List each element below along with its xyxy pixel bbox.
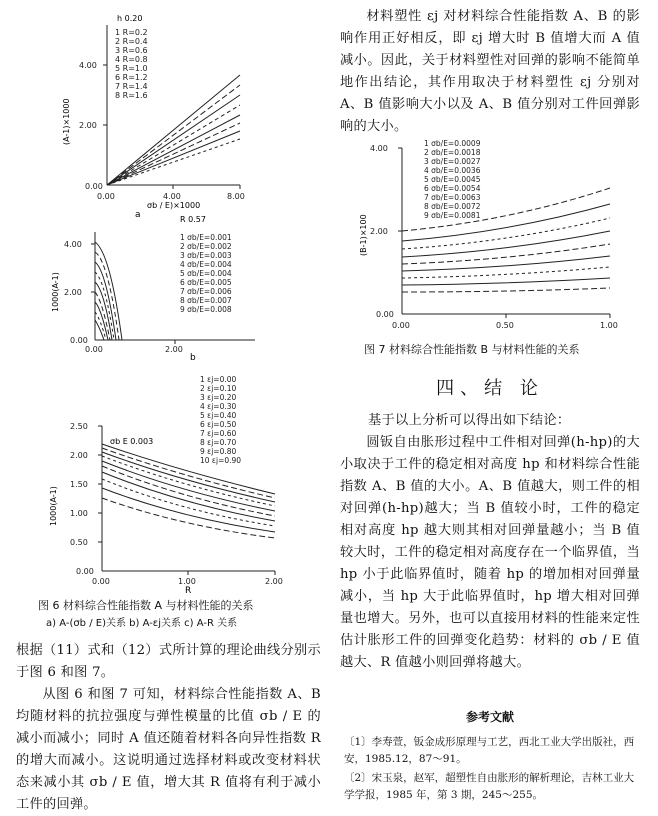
fig6a-legend-item: 3 R=0.6	[115, 46, 148, 55]
fig6b-legend-item: 6 σb/E=0.005	[180, 278, 232, 287]
fig7-legend-item: 9 σb/E=0.0081	[424, 211, 481, 220]
fig6a-xlabel: σb / E)×1000	[147, 201, 201, 210]
fig6b-legend-item: 9 σb/E=0.008	[180, 305, 232, 314]
fig6c-ytick: 2.00	[70, 451, 88, 460]
fig6a-xtick: 0.00	[97, 192, 115, 201]
fig6c-ytick: 1.50	[70, 480, 88, 489]
fig7-legend-item: 2 σb/E=0.0018	[424, 148, 481, 157]
fig6a-xtick: 4.00	[163, 192, 181, 201]
fig7-xtick: 1.00	[600, 321, 618, 330]
body-paragraph: 材料塑性 εj 对材料综合性能指数 A、B 的影响作用正好相反，即 εj 增大时 B 值增大而 A 值减小。因此，关于材料塑性对回弹的影响不能简单地作出结论，其作用取决于材料塑性 εj 分别对 A、B 值影响大小以及 A、B 值分别对工件回弹影响的大小。	[340, 9, 640, 134]
fig6c-annotation: σb E 0.003	[110, 437, 154, 446]
fig7-legend-item: 6 σb/E=0.0054	[424, 184, 481, 193]
fig6a-ytick: 4.00	[79, 61, 97, 70]
fig6a-legend-item: 8 R=1.6	[115, 91, 148, 100]
fig7-ytick: 2.00	[370, 227, 388, 236]
fig6c-xtick: 0.00	[92, 577, 110, 586]
figure-6-subcaption: a) A-(σb / E)关系 b) A-εj关系 c) A-R 关系	[46, 618, 238, 629]
fig6c-ytick: 0.50	[70, 538, 88, 547]
fig7-legend-item: 7 σb/E=0.0063	[424, 193, 481, 202]
body-paragraph: 根据（11）式和（12）式所计算的理论曲线分别示于图 6 和图 7。	[16, 643, 321, 680]
fig6b-ylabel: 1000(A-1)	[51, 272, 60, 312]
fig6c-legend-item: 5 εj=0.40	[200, 411, 237, 420]
fig6c-legend-item: 9 εj=0.80	[200, 447, 237, 456]
fig6a-legend-item: 5 R=1.0	[115, 64, 148, 73]
fig7-xtick: 0.50	[496, 321, 514, 330]
fig7-ytick: 0.00	[376, 310, 394, 319]
fig6a-ylabel: (A-1)×1000	[62, 98, 71, 145]
fig7-legend-item: 8 σb/E=0.0072	[424, 202, 481, 211]
fig7-legend-item: 1 σb/E=0.0009	[424, 139, 481, 148]
fig6b-legend-item: 7 σb/E=0.006	[180, 287, 232, 296]
figure-7	[360, 136, 630, 336]
fig6c-legend-item: 10 εj=0.90	[200, 456, 242, 465]
fig6a-legend-header: h 0.20	[117, 14, 143, 23]
fig6a-legend-item: 6 R=1.2	[115, 73, 148, 82]
fig6b-legend-item: 8 σb/E=0.007	[180, 296, 232, 305]
fig7-ytick: 4.00	[370, 144, 388, 153]
figure-6-caption: 图 6 材料综合性能指数 A 与材料性能的关系	[38, 599, 254, 612]
fig6c-legend-item: 1 εj=0.00	[200, 375, 237, 384]
fig6c-sublabel: R	[185, 586, 192, 596]
fig6a-legend-item: 4 R=0.8	[115, 55, 148, 64]
fig6b-ytick: 2.00	[64, 288, 82, 297]
fig6c-legend-item: 4 εj=0.30	[200, 402, 237, 411]
fig6a-ytick: 2.00	[79, 121, 97, 130]
fig6c-legend-item: 7 εj=0.60	[200, 429, 237, 438]
fig6c-ytick: 0.00	[76, 567, 94, 576]
fig6b-sublabel: b	[190, 353, 196, 363]
fig6c-legend-item: 2 εj=0.10	[200, 384, 237, 393]
fig7-legend-item: 4 σb/E=0.0036	[424, 166, 481, 175]
fig6b-xtick: 0.00	[85, 345, 103, 354]
fig6b-legend-item: 5 σb/E=0.004	[180, 269, 232, 278]
figure-6a	[55, 5, 305, 220]
fig6b-xtick: 2.00	[165, 345, 183, 354]
fig6b-legend-item: 4 σb/E=0.004	[180, 260, 232, 269]
fig6b-legend-item: 3 σb/E=0.003	[180, 251, 232, 260]
body-paragraph: 从图 6 和图 7 可知，材料综合性能指数 A、B 均随材料的抗拉强度与弹性模量的比值 σb / E 的减小而减小；同时 A 值还随着材料各向异性指数 R 的增大而减小。这说明通过选择材料或改变材料状态来减小其 σb / E 值，增大其 R 值将有利于减小工件的回弹。	[16, 687, 321, 812]
fig7-ylabel: (B-1)×100	[359, 214, 368, 256]
body-paragraph: 基于以上分析可以得出如下结论：	[368, 413, 571, 428]
figure-6b	[50, 212, 310, 363]
fig6c-xtick: 1.00	[178, 577, 196, 586]
fig6a-legend-item: 1 R=0.2	[115, 28, 148, 37]
fig6c-xtick: 2.00	[265, 577, 283, 586]
fig6a-sublabel: a	[135, 210, 141, 220]
figure-7-caption: 图 7 材料综合性能指数 B 与材料性能的关系	[364, 343, 580, 356]
fig6a-legend-item: 2 R=0.4	[115, 37, 148, 46]
fig6c-legend-item: 8 εj=0.70	[200, 438, 237, 447]
body-paragraph: 圆钣自由胀形过程中工件相对回弹(h-hp)的大小取决于工件的稳定相对高度 hp 和材料综合性能指数 A、B 值的大小。A、B 值越大，则工件的相对回弹(h-hp)越大；当 B 值较小时，工件的稳定相对高度 hp 越大则其相对回弹量越小；当 B 值较大时，工件的稳定相对高度存在一个临界值，当 hp 小于此临界值时，随着 hp 的增加相对回弹量减小，当 hp 大于此临界值时，hp 增大相对回弹量也增大。另外，也可以直接用材料的性能来定性估计胀形工件的回弹变化趋势：材料的 σb / E 值越大、R 值越小则回弹将越大。	[340, 435, 640, 670]
fig6b-header: R 0.57	[180, 215, 206, 224]
fig6c-ylabel: 1000(A-1)	[49, 486, 58, 526]
fig6a-legend-item: 7 R=1.4	[115, 82, 148, 91]
fig7-xtick: 0.00	[392, 321, 410, 330]
fig7-legend-item: 5 σb/E=0.0045	[424, 175, 481, 184]
section-heading: 四、结 论	[436, 378, 544, 399]
fig6a-ytick: 0.00	[85, 182, 103, 191]
fig6b-legend-item: 2 σb/E=0.002	[180, 242, 232, 251]
fig6b-ytick: 0.00	[70, 336, 88, 345]
fig6c-ytick: 1.00	[70, 509, 88, 518]
fig7-legend-item: 3 σb/E=0.0027	[424, 157, 481, 166]
reference-item: 〔2〕宋玉泉，赵军，超塑性自由胀形的解析理论，吉林工业大学学报，1985 年，第 3 期，245～255。	[344, 772, 635, 801]
fig6c-legend-item: 6 εj=0.50	[200, 420, 237, 429]
references-heading: 参考文献	[465, 710, 514, 724]
reference-item: 〔1〕李寿萱，钣金成形原理与工艺，西北工业大学出版社，西安，1985.12，87～91。	[344, 736, 635, 765]
fig6b-legend-item: 1 σb/E=0.001	[180, 233, 232, 242]
fig6b-ytick: 4.00	[64, 240, 82, 249]
figure-6c	[30, 366, 320, 594]
fig6c-legend-item: 3 εj=0.20	[200, 393, 237, 402]
fig6a-xtick: 8.00	[227, 192, 245, 201]
fig6c-ytick: 2.50	[70, 422, 88, 431]
